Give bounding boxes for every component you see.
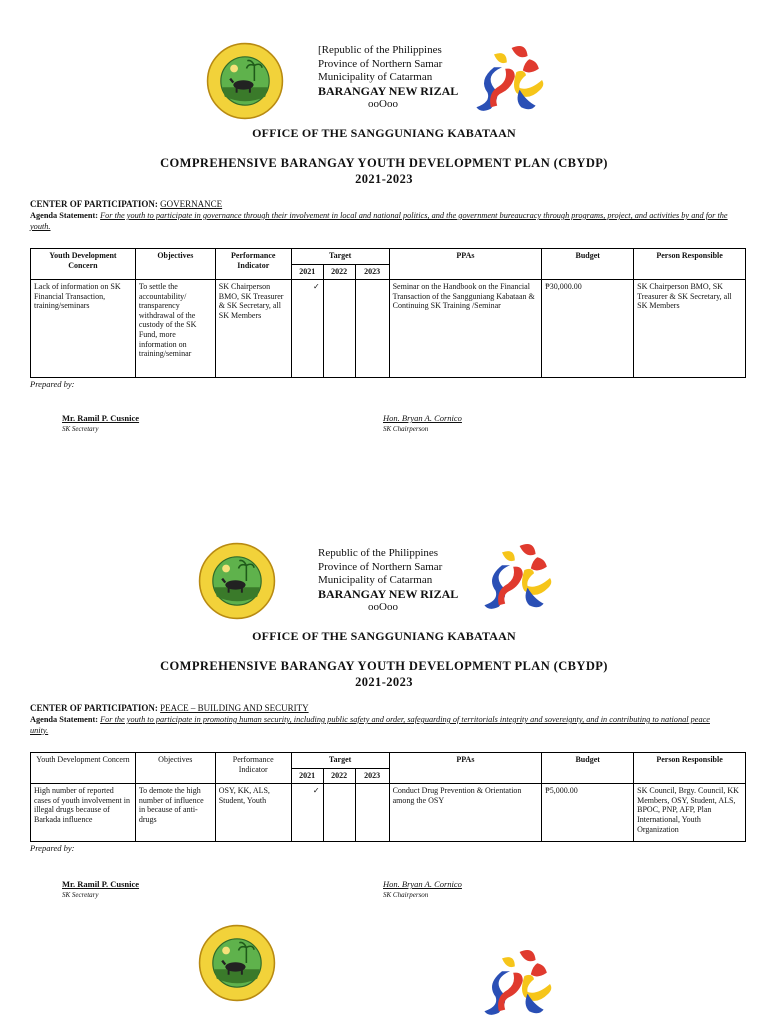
plan-title-text: COMPREHENSIVE BARANGAY YOUTH DEVELOPMENT PLAN (CBYDP) xyxy=(160,156,608,170)
cell-concern: Lack of information on SK Financial Transaction, training/seminars xyxy=(31,280,136,378)
chairperson-name: Hon. Bryan A. Cornico xyxy=(383,879,462,889)
ornament-line: ooOoo xyxy=(368,98,398,110)
col-header-person: Person Responsible xyxy=(634,249,746,280)
agenda-label: Agenda Statement xyxy=(30,211,96,220)
plan-period: 2021-2023 xyxy=(355,172,413,186)
secretary-name: Mr. Ramil P. Cusnice xyxy=(62,879,140,889)
agenda-label: Agenda Statement xyxy=(30,715,96,724)
col-header-objectives: Objectives xyxy=(135,753,215,784)
cell-budget: ₱5,000.00 xyxy=(542,784,634,842)
country-line: Republic of the Philippines xyxy=(318,547,439,559)
plan-period: 2021-2023 xyxy=(355,675,413,689)
col-header-ppas: PPAs xyxy=(389,249,542,280)
chairperson-name: Hon. Bryan A. Cornico xyxy=(383,413,462,423)
cell-person: SK Council, Brgy. Council, KK Members, OSY, Student, ALS, BPOC, PNP, AFP, Plan International, Youth Organization xyxy=(634,784,746,842)
office-heading: OFFICE OF THE SANGGUNIANG KABATAAN xyxy=(252,629,516,643)
sk-logo xyxy=(478,944,558,1024)
agenda-statement: Agenda Statement: For the youth to participate in governance through their involvement in local and national politics, and the government bureaucracy through programs, project, and activities by and for the youth. xyxy=(30,211,728,231)
cell-target-2021: ✓ xyxy=(291,280,323,378)
chairperson-role: SK Chairperson xyxy=(383,425,429,433)
col-header-2023: 2023 xyxy=(355,264,389,280)
center-label: CENTER OF PARTICIPATION xyxy=(30,199,155,209)
prepared-by-label: Prepared by: xyxy=(30,379,75,389)
col-header-budget: Budget xyxy=(542,249,634,280)
prepared-by-label: Prepared by: xyxy=(30,843,75,853)
col-header-target: Target xyxy=(291,249,389,265)
cell-budget: ₱30,000.00 xyxy=(542,280,634,378)
cell-target-2021: ✓ xyxy=(291,784,323,842)
center-label: CENTER OF PARTICIPATION xyxy=(30,703,155,713)
col-header-indicator: Performance Indicator xyxy=(215,249,291,280)
col-header-indicator: Performance Indicator xyxy=(215,753,291,784)
province-line: Province of Northern Samar xyxy=(318,57,443,70)
cell-objectives: To settle the accountability/ transparency withdrawal of the custody of the SK Fund, more information on training/seminar xyxy=(135,280,215,378)
barangay-line: BARANGAY NEW RIZAL xyxy=(318,586,459,601)
cell-person: SK Chairperson BMO, SK Treasurer & SK Secretary, all SK Members xyxy=(634,280,746,378)
municipality-line: Municipality of Catarman xyxy=(318,574,433,586)
col-header-2022: 2022 xyxy=(323,264,355,280)
ornament-line: ooOoo xyxy=(368,601,398,613)
col-header-target: Target xyxy=(291,753,389,769)
center-of-participation: CENTER OF PARTICIPATION: GOVERNANCE xyxy=(30,199,223,209)
secretary-role: SK Secretary xyxy=(62,891,99,899)
agenda-text: For the youth to participate in promoting human security, including public safety and order, safeguarding of territorials integrity and sovereignty, and in contributing to national peace unity. xyxy=(30,715,710,735)
agenda-text: For the youth to participate in governance through their involvement in local and national politics, and the government bureaucracy through programs, project, and activities by and for the youth. xyxy=(30,211,728,231)
plan-title-text: COMPREHENSIVE BARANGAY YOUTH DEVELOPMENT PLAN (CBYDP) xyxy=(160,659,608,673)
center-of-participation: CENTER OF PARTICIPATION: PEACE – BUILDING AND SECURITY xyxy=(30,703,309,713)
agenda-statement: Agenda Statement: For the youth to participate in promoting human security, including public safety and order, safeguarding of territorials integrity and sovereignty, and in contributing to national peace unity. xyxy=(30,715,710,735)
col-header-concern: Youth Development Concern xyxy=(31,753,136,784)
col-header-concern: Youth Development Concern xyxy=(31,249,136,280)
col-header-ppas: PPAs xyxy=(389,753,542,784)
cell-objectives: To demote the high number of influence in because of anti-drugs xyxy=(135,784,215,842)
secretary-role: SK Secretary xyxy=(62,425,99,433)
office-heading: OFFICE OF THE SANGGUNIANG KABATAAN xyxy=(252,126,516,140)
col-header-2022: 2022 xyxy=(323,768,355,784)
chairperson-role: SK Chairperson xyxy=(383,891,429,899)
country-line: [Republic of the Philippines xyxy=(318,44,442,56)
cell-indicator: SK Chairperson BMO, SK Treasurer & SK Secretary, all SK Members xyxy=(215,280,291,378)
col-header-2021: 2021 xyxy=(291,264,323,280)
cell-ppas: Conduct Drug Prevention & Orientation among the OSY xyxy=(389,784,542,842)
cell-indicator: OSY, KK, ALS, Student, Youth xyxy=(215,784,291,842)
col-header-2021: 2021 xyxy=(291,768,323,784)
cell-ppas: Seminar on the Handbook on the Financial Transaction of the Sangguniang Kabataan & Continuing SK Training /Seminar xyxy=(389,280,542,378)
barangay-seal-logo xyxy=(198,924,276,1002)
col-header-budget: Budget xyxy=(542,753,634,784)
col-header-person: Person Responsible xyxy=(634,753,746,784)
cell-concern: High number of reported cases of youth involvement in illegal drugs because of Barkada influence xyxy=(31,784,136,842)
center-value: GOVERNANCE xyxy=(160,199,223,209)
municipality-line: Municipality of Catarman xyxy=(318,71,433,83)
center-value: PEACE – BUILDING AND SECURITY xyxy=(160,703,309,713)
col-header-objectives: Objectives xyxy=(135,249,215,280)
barangay-line: BARANGAY NEW RIZAL xyxy=(318,83,459,98)
province-line: Province of Northern Samar xyxy=(318,560,443,573)
secretary-name: Mr. Ramil P. Cusnice xyxy=(62,413,140,423)
col-header-2023: 2023 xyxy=(355,768,389,784)
